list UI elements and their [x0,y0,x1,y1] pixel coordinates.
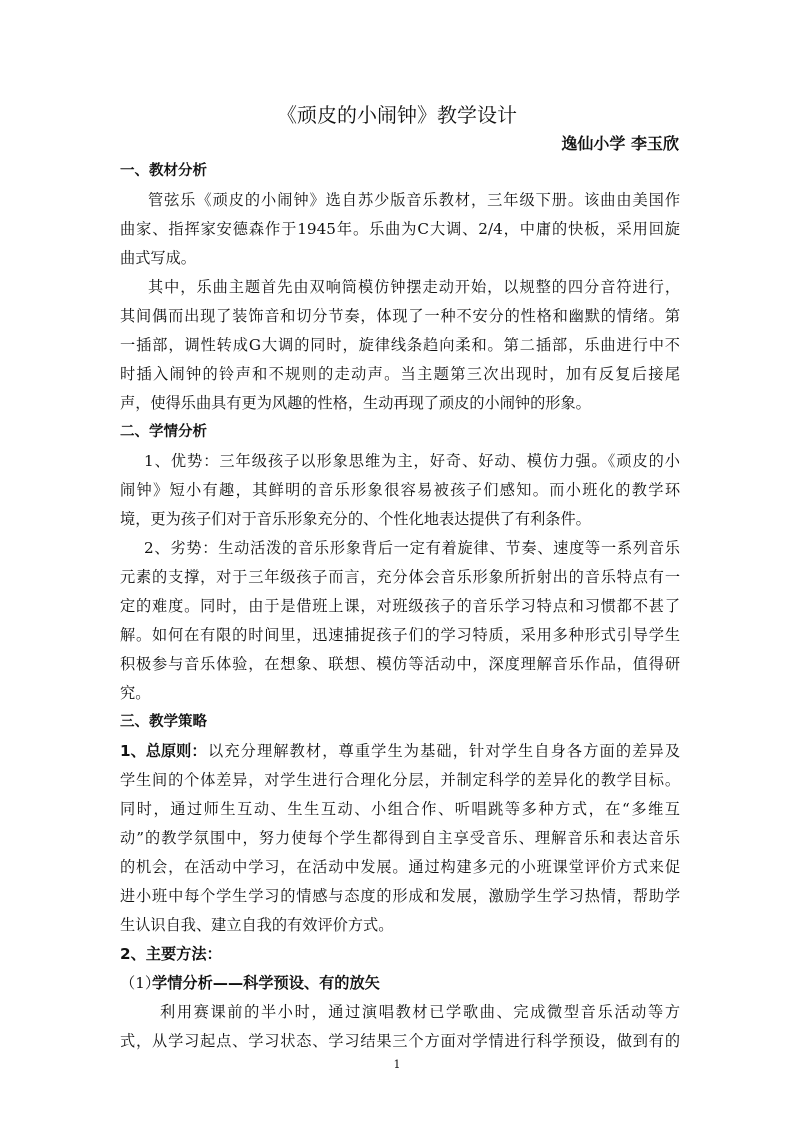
author-line: 逸仙小学 李玉欣 [561,134,679,153]
page-number: 1 [393,1058,401,1071]
paragraph-line: 定的难度。同时，由于是借班上课，对班级孩子的音乐学习特点和习惯都不甚了 [120,597,680,615]
paragraph-line: 积极参与音乐体验，在想象、联想、模仿等活动中，深度理解音乐作品，值得研 [120,655,680,673]
section-heading-1: 一、教材分析 [120,163,207,179]
paragraph-line: 声，使得乐曲具有更为风趣的性格，生动再现了顽皮的小闹钟的形象。 [120,394,591,412]
paragraph-line: 动”的教学氛围中，努力使每个学生都得到自主享受音乐、理解音乐和表达音乐 [120,829,680,847]
paragraph-line: 元素的支撑，对于三年级孩子而言，充分体会音乐形象所折射出的音乐特点有一 [120,568,680,586]
subheading-prefix: （1） [120,974,160,992]
page-title: 《顽皮的小闹钟》教学设计 [277,103,517,127]
paragraph-line: 式，从学习起点、学习状态、学习结果三个方面对学情进行科学预设，做到有的 [120,1032,680,1050]
paragraph-line: 1、优势：三年级孩子以形象思维为主，好奇、好动、模仿力强。《顽皮的小 [144,452,680,470]
section-heading-3: 三、教学策略 [120,714,207,730]
paragraph-line: 学生间的个体差异，对学生进行合理化分层，并制定科学的差异化的教学目标。 [120,771,680,789]
paragraph-line: 的机会，在活动中学习，在活动中发展。通过构建多元的小班课堂评价方式来促 [120,858,680,876]
paragraph-line: 其间偶而出现了装饰音和切分节奏，体现了一种不安分的性格和幽默的情绪。第 [120,307,680,325]
methods-label: 2、主要方法： [120,945,222,963]
paragraph-line: 解。如何在有限的时间里，迅速捕捉孩子们的学习特质，采用多种形式引导学生 [120,626,680,644]
paragraph-line: 利用赛课前的半小时，通过演唱教材已学歌曲、完成微型音乐活动等方 [160,1003,680,1021]
paragraph-line: 同时，通过师生互动、生生互动、小组合作、听唱跳等多种方式，在“多维互 [120,800,680,818]
subheading-1: 学情分析——科学预设、有的放矢 [152,974,380,992]
paragraph-line: 生认识自我、建立自我的有效评价方式。 [120,916,394,934]
principle-label: 1、总原则： [120,742,207,760]
paragraph-line: 其中，乐曲主题首先由双响筒模仿钟摆走动开始，以规整的四分音符进行， [148,278,680,296]
paragraph-line: 进小班中每个学生学习的情感与态度的形成和发展，激励学生学习热情，帮助学 [120,887,680,905]
paragraph-line: 时插入闹钟的铃声和不规则的走动声。当主题第三次出现时，加有反复后接尾 [120,365,680,383]
paragraph-line: 曲式写成。 [120,249,196,267]
section-heading-2: 二、学情分析 [120,424,207,440]
paragraph-line: 以充分理解教材，尊重学生为基础，针对学生自身各方面的差异及 [208,742,680,760]
paragraph-line: 一插部，调性转成G大调的同时，旋律线条趋向柔和。第二插部，乐曲进行中不 [120,336,680,354]
paragraph-line: 究。 [120,684,151,702]
paragraph-line: 闹钟》短小有趣，其鲜明的音乐形象很容易被孩子们感知。而小班化的教学环 [120,481,680,499]
paragraph-line: 管弦乐《顽皮的小闹钟》选自苏少版音乐教材，三年级下册。该曲由美国作 [148,191,680,209]
paragraph-line: 曲家、指挥家安德森作于1945年。乐曲为C大调、2/4，中庸的快板，采用回旋 [120,220,680,238]
paragraph-line: 2、劣势：生动活泼的音乐形象背后一定有着旋律、节奏、速度等一系列音乐 [144,539,680,557]
paragraph-line: 境，更为孩子们对于音乐形象充分的、个性化地表达提供了有利条件。 [120,510,591,528]
